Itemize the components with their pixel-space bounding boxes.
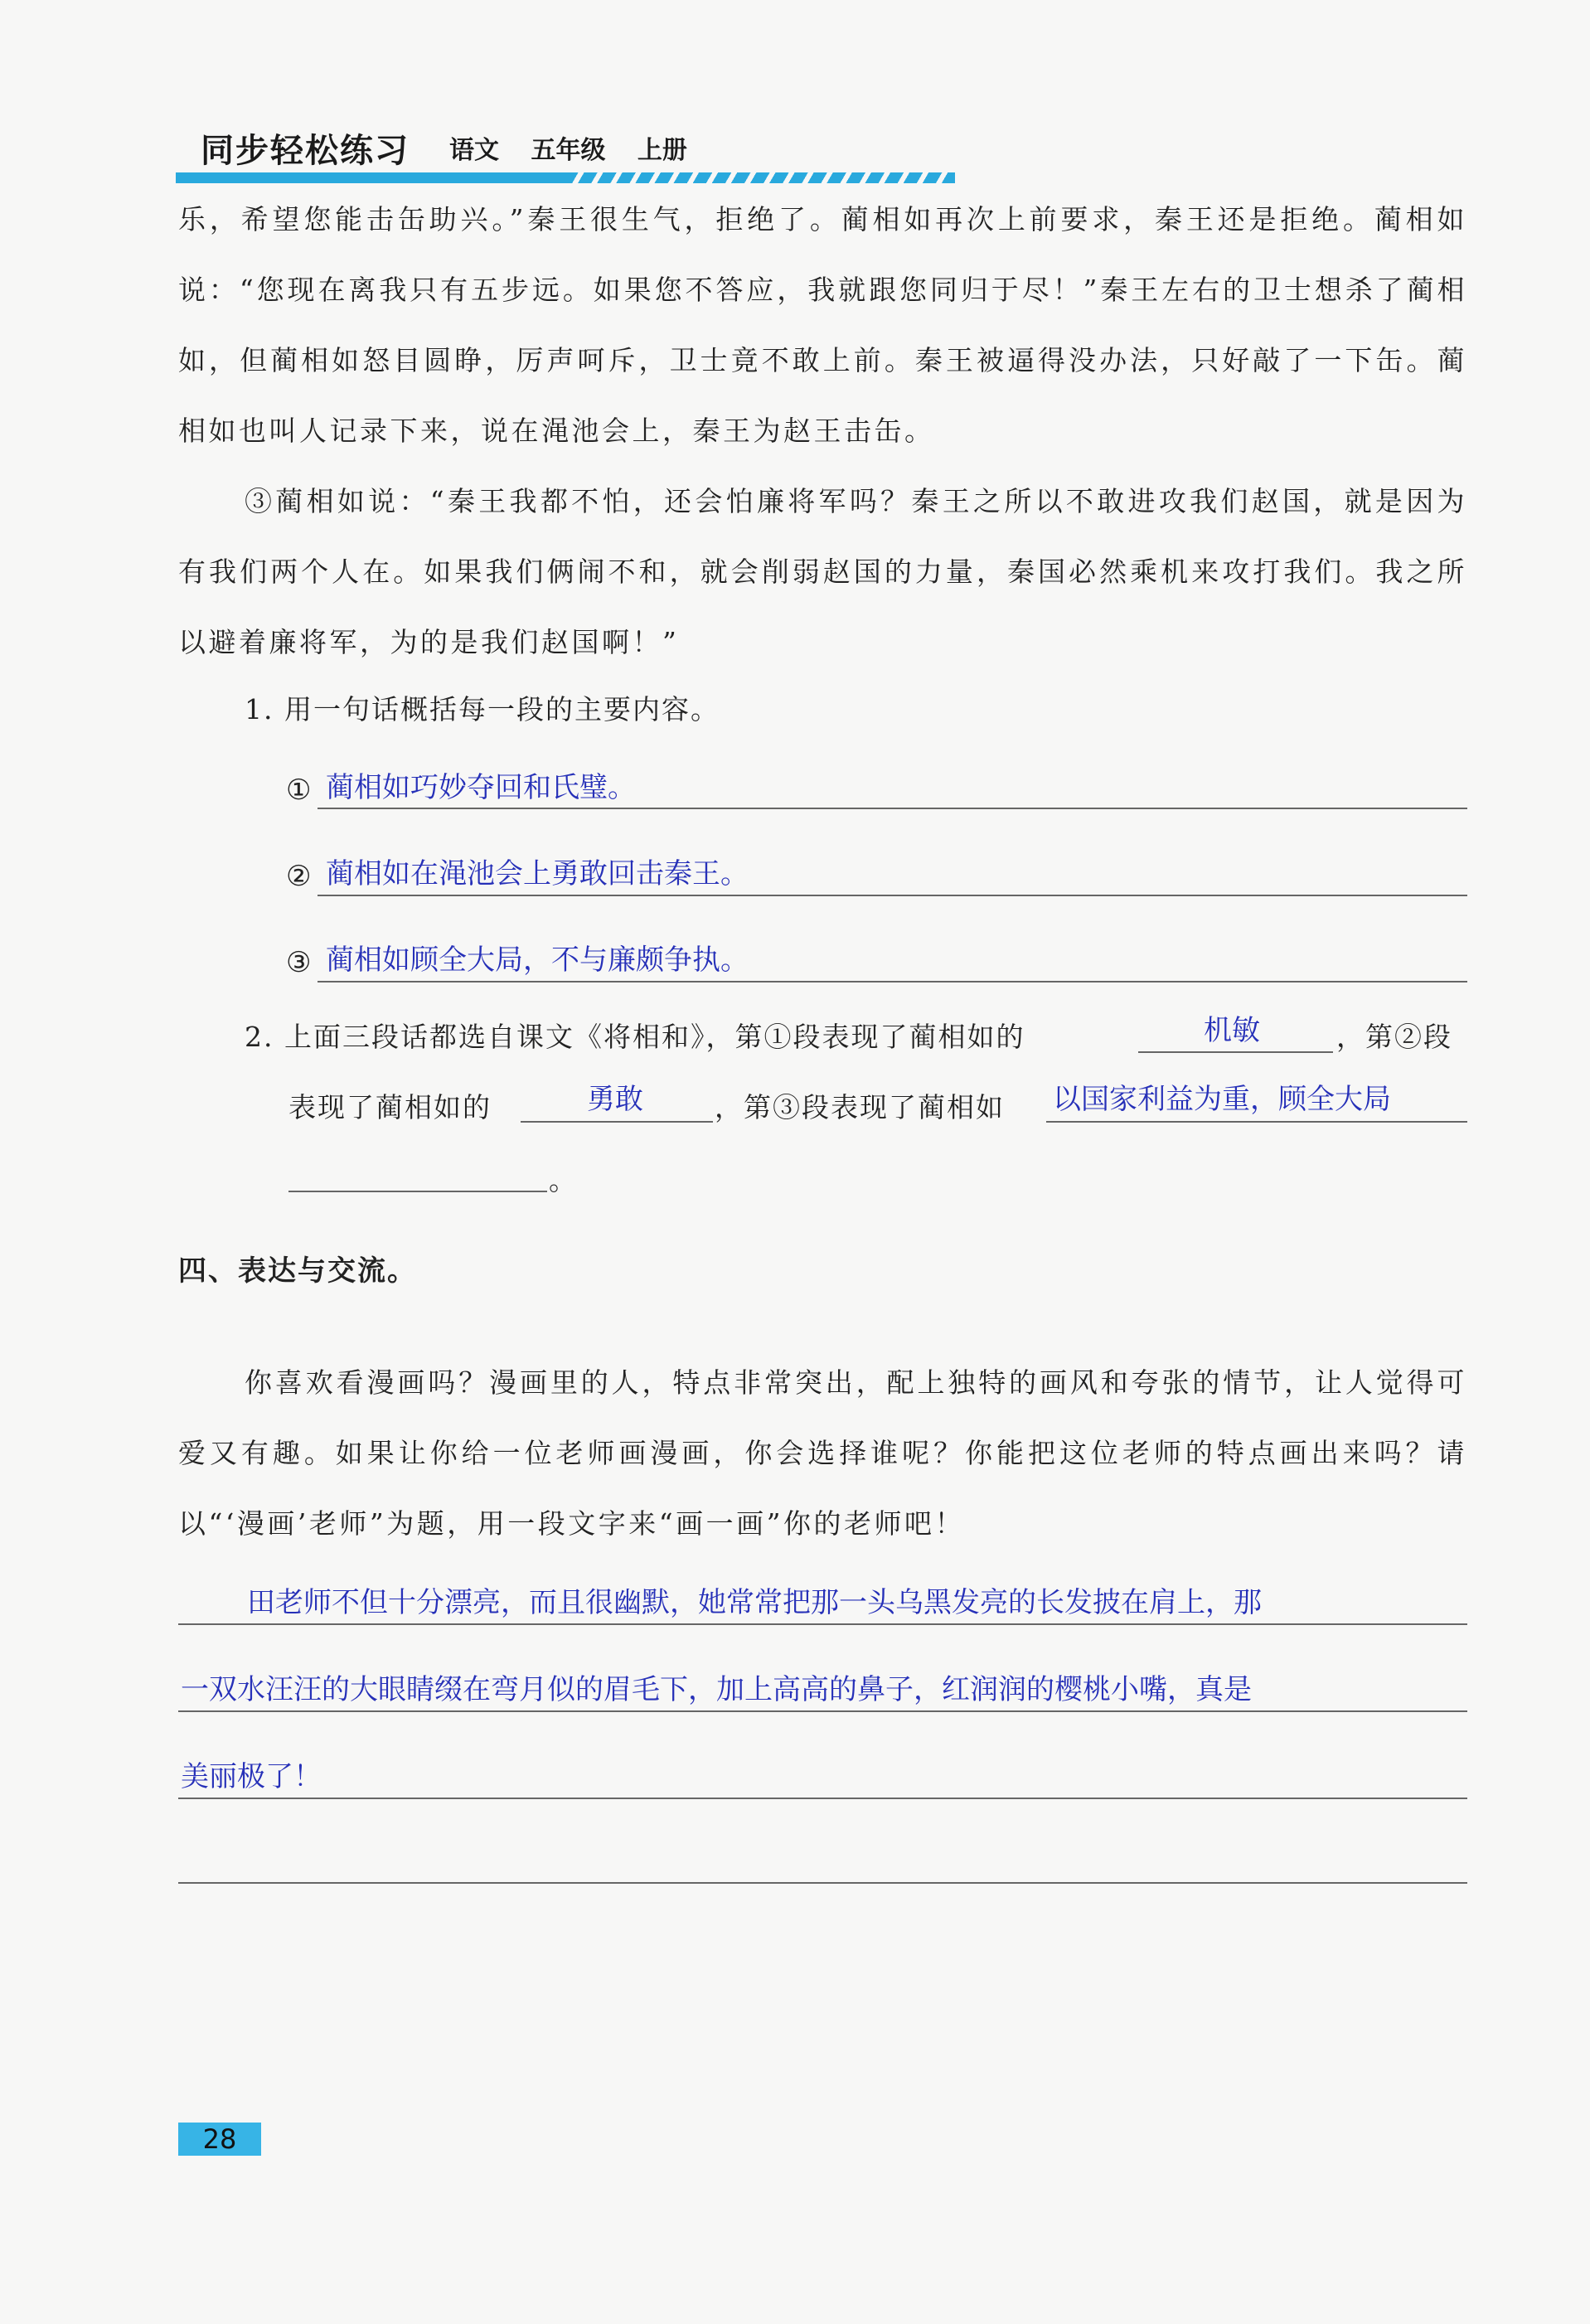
page-header	[176, 123, 955, 181]
q2-blank-line-3-continued	[288, 1191, 547, 1192]
grade: 五年级	[531, 136, 606, 165]
book-meta	[449, 129, 710, 166]
answer-line	[318, 895, 1467, 896]
q1-marker-2: ②	[286, 860, 312, 893]
passage-paragraph-3: ③蔺相如说：“秦王我都不怕，还会怕廉将军吗？秦王之所以不敢进攻我们赵国，就是因为有我们两个人在。如果我们俩闹不和，就会削弱赵国的力量，秦国必然乘机来攻打我们。我之所以避着廉将军，为的是我们赵国啊！”	[178, 485, 1467, 658]
q1-marker-3: ③	[286, 946, 312, 979]
q1-marker-1: ①	[286, 774, 312, 807]
q2-blank-line-3	[1046, 1121, 1467, 1123]
section-4-prompt: 你喜欢看漫画吗？漫画里的人，特点非常突出，配上独特的画风和夸张的情节，让人觉得可爱又有趣。如果让你给一位老师画漫画，你会选择谁呢？你能把这位老师的特点画出来吗？请以“‘漫画’老师”为题，用一段文字来“画一画”你的老师吧！	[178, 1366, 1467, 1540]
volume: 上册	[637, 136, 687, 165]
q2-answer-3: 以国家利益为重，顾全大局	[1053, 1083, 1391, 1116]
q1-answer-text-3: 蔺相如顾全大局，不与廉颇争执。	[326, 944, 749, 977]
writing-line	[178, 1882, 1467, 1884]
writing-line	[178, 1710, 1467, 1712]
q2-answer-1: 机敏	[1204, 1014, 1260, 1047]
page-number: 28	[178, 2123, 261, 2156]
q2-blank-line-1	[1138, 1051, 1333, 1053]
composition-line-1: 田老师不但十分漂亮，而且很幽默，她常常把那一头乌黑发亮的长发披在肩上，那	[247, 1586, 1262, 1619]
q2-text-3: 表现了蔺相如的	[288, 1091, 492, 1123]
q2-text-1: 2. 上面三段话都选自课文《将相和》，第①段表现了蔺相如的	[245, 1021, 1025, 1053]
q1-answer-text-2: 蔺相如在渑池会上勇敢回击秦王。	[326, 857, 749, 890]
book-title: 同步轻松练习	[201, 132, 410, 170]
q2-text-4: ，第③段表现了蔺相如	[715, 1091, 1005, 1123]
writing-line	[178, 1623, 1467, 1625]
answer-line	[318, 981, 1467, 982]
q2-text-2: ，第②段	[1336, 1021, 1452, 1053]
q2-blank-line-2	[521, 1121, 713, 1123]
header-solid-bar	[176, 172, 565, 183]
writing-line	[178, 1798, 1467, 1799]
q2-answer-2: 勇敢	[587, 1083, 643, 1116]
subject: 语文	[449, 136, 499, 165]
composition-line-2: 一双水汪汪的大眼睛缀在弯月似的眉毛下，加上高高的鼻子，红润润的樱桃小嘴，真是	[181, 1673, 1252, 1706]
question-1-prompt: 1. 用一句话概括每一段的主要内容。	[245, 693, 720, 725]
passage-paragraph-2: 乐，希望您能击缶助兴。”秦王很生气，拒绝了。蔺相如再次上前要求，秦王还是拒绝。蔺相如说：“您现在离我只有五步远。如果您不答应，我就跟您同归于尽！”秦王左右的卫士想杀了蔺相如，但蔺相如怒目圆睁，厉声呵斥，卫士竟不敢上前。秦王被逼得没办法，只好敲了一下缶。蔺相如也叫人记录下来，说在渑池会上，秦王为赵王击缶。	[178, 203, 1467, 447]
answer-line	[318, 808, 1467, 809]
q1-answer-text-1: 蔺相如巧妙夺回和氏璧。	[326, 771, 636, 804]
composition-line-3: 美丽极了！	[181, 1760, 322, 1793]
q2-end-punct: 。	[549, 1164, 578, 1196]
section-4-title: 四、表达与交流。	[178, 1254, 417, 1288]
